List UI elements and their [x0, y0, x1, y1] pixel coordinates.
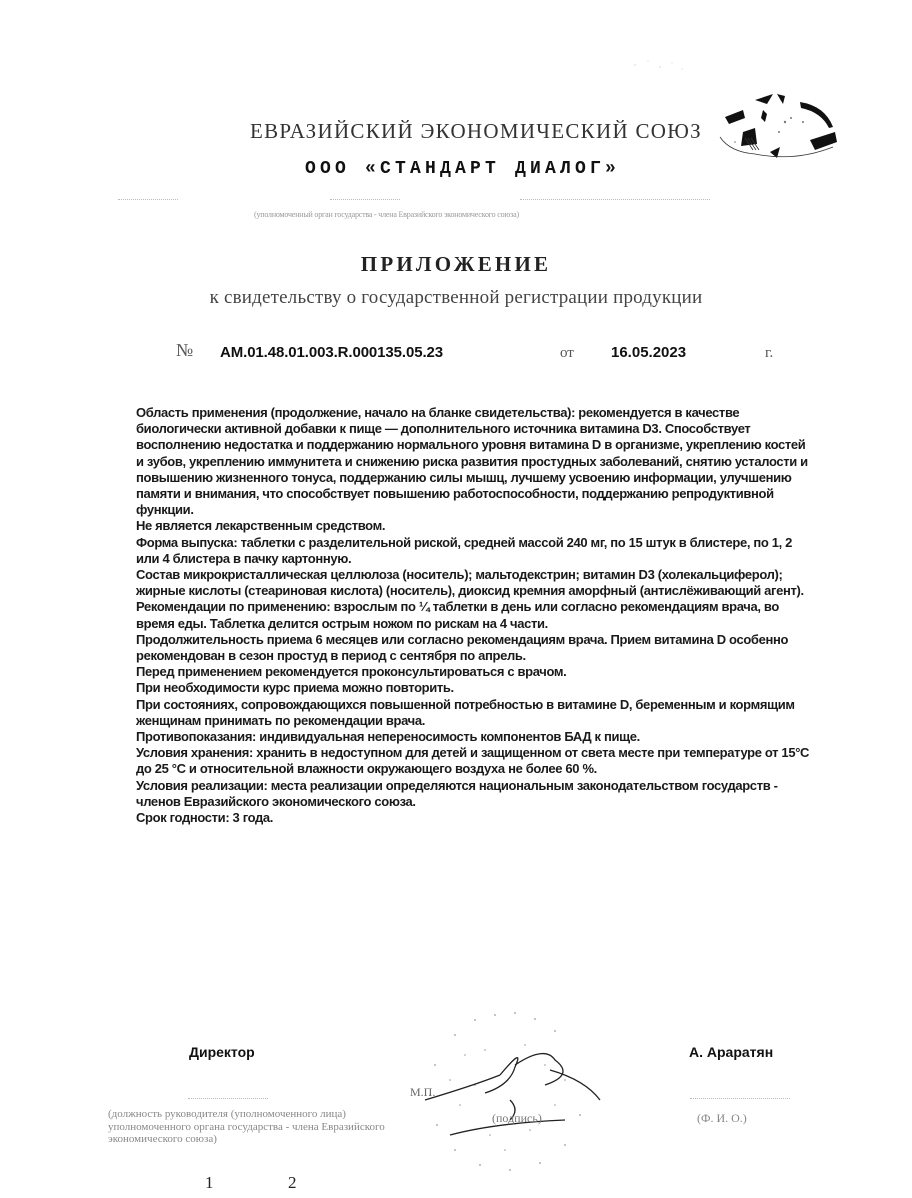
scan-noise [630, 55, 690, 75]
company-name: ООО «СТАНДАРТ ДИАЛОГ» [305, 159, 621, 179]
paragraph-release-form: Форма выпуска: таблетки с разделительной риской, средней массой 240 мг, по 15 штук в блистере, по 1, 2 или 4 блистера в пачку картонную. [136, 534, 792, 566]
signature-caption: (подпись) [492, 1111, 542, 1125]
paragraph-repeat: При необходимости курс приема можно повторить. [136, 680, 454, 696]
director-name: А. Араратян [689, 1044, 774, 1060]
paragraph-scope: Область применения (продолжение, начало на бланке свидетельства): рекомендуется в качестве биологически активной добавки к пище — дополнительного источника витамина D3. Способствует восполнению недостатка и поддержанию нормального уровня витамина D в организме, укреплению костей и зубов, укреплению иммунитета и снижению риска развития простудных заболеваний, снятию усталости и повышению жизненного тонуса, поддержанию силы мышц, лучшему усвоению информации, улучшению памяти и внимания, что способствует повышению работоспособности, поддержанию репродуктивной функции. [136, 405, 808, 518]
paragraph-contraindications: Противопоказания: индивидуальная непереносимость компонентов БАД к пище. [136, 729, 640, 745]
paragraph-usage: Рекомендации по применению: взрослым по ¼ таблетки в день или согласно рекомендациям врача, во время еды. Таблетка делится острым ножом по рискам на 4 части. [136, 599, 779, 631]
paragraph-pregnancy: При состояниях, сопровождающихся повышенной потребностью в витамине D, беременным и кормящим женщинам принимать по рекомендации врача. [136, 696, 795, 728]
year-suffix: г. [765, 345, 774, 361]
appendix-subtitle: к свидетельству о государственной регистрации продукции [209, 287, 703, 308]
dotted-line [690, 1098, 790, 1099]
from-label: от [560, 345, 574, 361]
paragraph-not-medicine: Не является лекарственным средством. [136, 518, 386, 534]
page-mark: 2 [288, 1173, 297, 1192]
registration-date: 16.05.2023 [611, 344, 687, 361]
paragraph-consult: Перед применением рекомендуется проконсультироваться с врачом. [136, 664, 567, 680]
stamp-place-label: М.П. [410, 1085, 436, 1099]
page-mark: 1 [205, 1173, 214, 1192]
document-body [136, 405, 816, 826]
paragraph-storage: Условия хранения: хранить в недоступном для детей и защищенном от света месте при температуре от 15°C до 25 °C и относительной влажности окружающего воздуха не более 60 %. [136, 745, 810, 777]
union-title: ЕВРАЗИЙСКИЙ ЭКОНОМИЧЕСКИЙ СОЮЗ [250, 119, 702, 143]
eaeu-emblem-icon [715, 92, 850, 172]
appendix-title: ПРИЛОЖЕНИЕ [360, 252, 552, 276]
paragraph-composition: Состав микрокристаллическая целлюлоза (носитель); мальтодекстрин; витамин D3 (холекальциферол); жирные кислоты (стеариновая кислота) (носитель), диоксид кремния аморфный (антислёживающий агент). [136, 567, 804, 599]
paragraph-sale-conditions: Условия реализации: места реализации определяются национальным законодательством государств - членов Евразийского экономического союза. [136, 777, 778, 809]
dotted-line [118, 199, 178, 201]
authority-caption: (уполномоченный орган государства - члена Евразийского экономического союза) [254, 210, 519, 219]
director-position: Директор [189, 1044, 255, 1060]
position-caption: (должность руководителя (уполномоченного лица) уполномоченного органа государства - члена Евразийского экономического союза) [108, 1108, 385, 1145]
paragraph-duration: Продолжительность приема 6 месяцев или согласно рекомендациям врача. Прием витамина D особенно рекомендован в сезон простуд в период с сентября по апрель. [136, 631, 789, 664]
dotted-line [520, 199, 710, 201]
dotted-line [330, 199, 400, 201]
dotted-line [188, 1098, 268, 1099]
paragraph-shelf-life: Срок годности: 3 года. [136, 810, 274, 826]
seal-stamp-icon [415, 1005, 615, 1180]
fio-caption: (Ф. И. О.) [697, 1111, 747, 1125]
registration-number: AM.01.48.01.003.R.000135.05.23 [220, 344, 444, 361]
number-sign: № [176, 340, 194, 360]
